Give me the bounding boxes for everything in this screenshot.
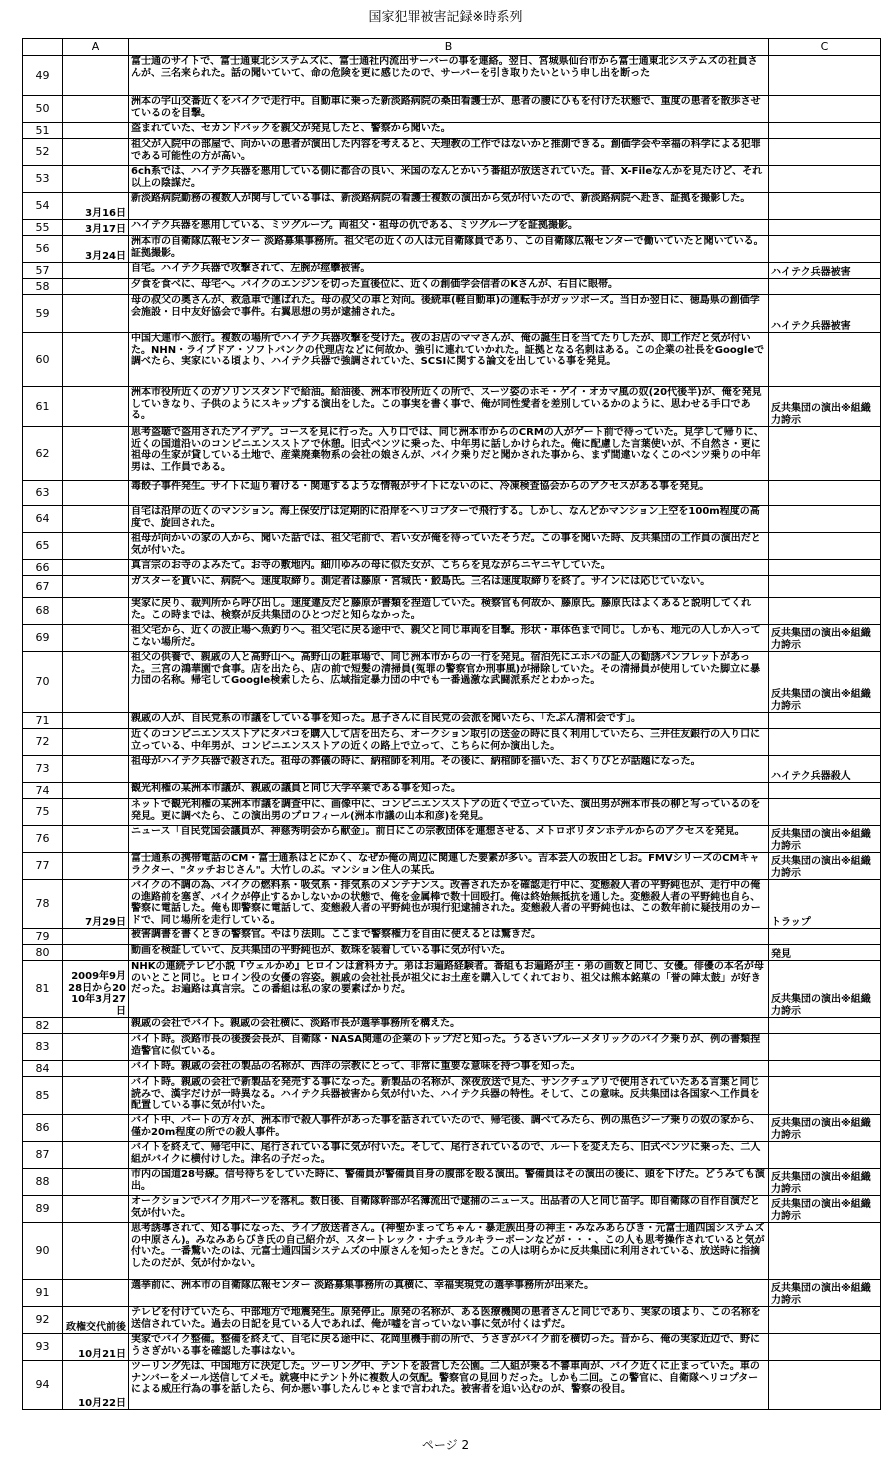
row-description: バイトを終えて、帰宅中に、尾行されている事に気が付いた。そして、尾行されているので、ルートを変えたら、旧式ベンツに乗った、二人組がバイクに横付けした。津名の子だった。 [129,1142,769,1169]
table-row [23,880,881,929]
row-number: 71 [23,713,63,729]
row-description: 富士通系の携帯電話のCM・富士通系はとにかく、なぜか俺の周辺に関連した要素が多い。吉本芸人の坂田としお。FMVシリーズのCMキャラクター、"タッチおじさん"。大竹しのぶ。マンション住人の某氏。 [129,853,769,880]
row-category [769,193,881,220]
table-row [23,166,881,193]
row-category: 反共集団の演出※組織力誇示 [769,853,881,880]
row-category [769,481,881,506]
row-category [769,333,881,387]
row-description: 被害調書を書くときの警察官。やはり法則。ここまで警察権力を自由に使えるとは驚きだ。 [129,929,769,945]
table-row [23,193,881,220]
row-date [63,279,129,295]
row-category: 反共集団の演出※組織力誇示 [769,1115,881,1142]
table-row [23,139,881,166]
row-description: バイト時。淡路市長の後援会長が、自衛隊・NASA関連の企業のトップだと知った。うるさいブルーメタリックのバイク乗りが、例の書類捏造警官に似ている。 [129,1034,769,1061]
row-description: 思考盗聴で盗用されたアイデア。コースを見に行った。入り口では、同じ洲本市からのCRMの人がゲート前で待っていた。見学して帰りに、近くの国道沿いのコンビニエンスストアで休憩。旧式ベンツに乗った、中年男に話しかけられた。俺に配慮した言葉使いが、不自然さ・更に祖母の生家が貸している土地で、産業廃棄物系の会社の娘さんが、バイク乗りだと聞かされた事から、まず間違いなくこのベンツ乗りの中年男は、工作員である。 [129,427,769,481]
table-row [23,729,881,756]
row-number: 82 [23,1018,63,1034]
table-row [23,1169,881,1196]
row-description: 洲本の宇山交番近くをバイクで走行中。自動車に乗った新淡路病院の桑田看護士が、患者の腰にひもを付けた状態で、重度の患者を散歩させているのを目撃。 [129,96,769,123]
row-description: テレビを付けていたら、中部地方で地震発生。原発停止。原発の名称が、ある医療機関の患者さんと同じであり、実家の頃より、この名称を送信されていた。過去の日記を見ている人であれば、俺が嘘を言っていない事に気が付くはずだ。 [129,1307,769,1334]
table-row [23,481,881,506]
row-description: 真言宗のお寺のよみたて。お寺の敷地内。細川ゆみの母に似た女が、こちらを見ながらニヤニヤしていた。 [129,560,769,576]
table-row [23,1196,881,1223]
row-number: 59 [23,295,63,333]
row-category [769,1307,881,1334]
row-number: 85 [23,1077,63,1115]
row-category [769,713,881,729]
table-row [23,1142,881,1169]
row-date [63,1115,129,1142]
table-row [23,56,881,96]
row-number: 87 [23,1142,63,1169]
row-number: 70 [23,652,63,713]
row-number: 60 [23,333,63,387]
row-number: 90 [23,1223,63,1280]
row-number: 66 [23,560,63,576]
row-date [63,783,129,799]
row-category [769,1077,881,1115]
row-category: 反共集団の演出※組織力誇示 [769,625,881,652]
row-number: 63 [23,481,63,506]
row-date: 3月17日 [63,220,129,236]
row-description: バイト時。親戚の会社の製品の名称が、西洋の宗教にとって、非常に重要な意味を持つ事を知った。 [129,1061,769,1077]
row-number: 83 [23,1034,63,1061]
row-number: 84 [23,1061,63,1077]
row-date [63,56,129,96]
row-category [769,799,881,826]
row-number: 55 [23,220,63,236]
row-date [63,929,129,945]
table-row [23,652,881,713]
row-number: 76 [23,826,63,853]
row-description: 祖父の供養で、親戚の人と高野山へ。高野山の駐車場で、同じ洲本市からの一行を発見。宿泊先にエホバの証人の勧誘パンフレットがあった。三宮の鴻華園で食事。店を出たら、店の前で短髪の清掃員(冤罪の警察官か刑事風)が掃除していた。その清掃員が使用していた脚立に暴力団の名称。帰宅してGoogle検索したら、広域指定暴力団の中でも一番過激な武闘派系だとわかった。 [129,652,769,713]
row-date: 3月16日 [63,193,129,220]
row-category [769,1142,881,1169]
row-description: 動画を検証していて、反共集団の平野純也が、数珠を装着している事に気が付いた。 [129,945,769,961]
row-category [769,96,881,123]
row-date [63,756,129,783]
row-date [63,1142,129,1169]
table-row [23,506,881,533]
row-date [63,560,129,576]
row-description: 実家に戻り、裁判所から呼び出し。速度違反だと藤原が書類を捏造していた。検察官も何故か、藤原氏。藤原氏はよくあると説明してくれた。この時までは、検察が反共集団のひとつだと知らなかった。 [129,598,769,625]
table-row [23,1307,881,1334]
row-date: 10月21日 [63,1334,129,1361]
row-category [769,929,881,945]
table-row [23,945,881,961]
row-number: 51 [23,123,63,139]
row-number: 79 [23,929,63,945]
table-row [23,799,881,826]
row-description: 盗まれていた、セカンドバックを親父が発見したと、警察から聞いた。 [129,123,769,139]
row-date [63,481,129,506]
row-category: 反共集団の演出※組織力誇示 [769,1169,881,1196]
table-row [23,713,881,729]
row-category: 発見 [769,945,881,961]
row-category: トラップ [769,880,881,929]
page-footer: ページ 2 [421,1438,470,1452]
row-description: 洲本市役所近くのガソリンスタンドで給油。給油後、洲本市役所近くの所で、スーツ姿のホモ・ゲイ・オカマ風の奴(20代後半)が、俺を発見していきなり、子供のようにスキップする演出をした。この事実を書く事で、俺が同性愛者を差別しているかのように、思わせる手口である。 [129,387,769,427]
row-date [63,1169,129,1196]
row-number: 67 [23,576,63,598]
row-category: ハイテク兵器殺人 [769,756,881,783]
table-row [23,333,881,387]
row-date [63,506,129,533]
row-date [63,427,129,481]
row-description: ニュース「自民党国会議員が、神慈秀明会から献金」。前日にこの宗教団体を連想させる、メトロポリタンホテルからのアクセスを発見。 [129,826,769,853]
table-row [23,625,881,652]
records-table [22,38,881,1410]
row-number: 94 [23,1361,63,1410]
row-date [63,1223,129,1280]
row-description: 母の叔父の奥さんが、救急車で運ばれた。母の叔父の車と対向。後続車(軽自動車)の運転手がガッツポーズ。当日か翌日に、徳島県の創価学会施設・日中友好協会で事件。右翼思想の男が逮捕された。 [129,295,769,333]
row-description: 親戚の会社でバイト。親戚の会社横に、淡路市長が選挙事務所を構えた。 [129,1018,769,1034]
row-category [769,1034,881,1061]
table-row [23,560,881,576]
row-category [769,729,881,756]
document-title: 国家犯罪被害記録※時系列 [368,10,523,25]
row-date [63,295,129,333]
row-date [63,652,129,713]
row-number: 73 [23,756,63,783]
row-description: 6ch系では、ハイテク兵器を悪用している側に都合の良い、米国のなんとかいう番組が放送されていた。昔、X-Fileなんかを見たけど、それ以上の陰謀だ。 [129,166,769,193]
row-number: 50 [23,96,63,123]
row-description: 夕食を食べに、母宅へ。バイクのエンジンを切った直後位に、近くの創価学会信者のKさんが、右目に眼帯。 [129,279,769,295]
row-description: 祖父が入院中の部屋で、向かいの患者が演出した内容を考えると、天理教の工作ではないかと推測できる。創価学会や幸福の科学による犯罪である可能性の方が高い。 [129,139,769,166]
row-category [769,123,881,139]
row-description: 洲本市の自衛隊広報センター 淡路募集事務所。祖父宅の近くの人は元自衛隊員であり、この自衛隊広報センターで働いていたと聞いている。証拠撮影。 [129,236,769,263]
row-category: ハイテク兵器被害 [769,295,881,333]
table-row [23,1077,881,1115]
row-category [769,560,881,576]
table-row [23,1018,881,1034]
row-description: 中国大連市へ旅行。複数の場所でハイテク兵器攻撃を受けた。夜のお店のママさんが、俺の誕生日を当てたりしたが、即工作だと気が付いた。NHN・ライブドア・ソフトバンクの代理店などに何故か、強引に連れていかれた。証拠となる名刺はある。この企業の社長をGoogleで調べたら、実家にいる頃より、ハイテク兵器で強調されていた、SCSIに関する論文を出している事を発見。 [129,333,769,387]
row-date [63,826,129,853]
table-row [23,929,881,945]
row-date [63,1196,129,1223]
row-category [769,1361,881,1410]
row-category [769,576,881,598]
row-number: 61 [23,387,63,427]
table-row [23,263,881,279]
row-date: 2009年9月28日から2010年3月27日 [63,961,129,1018]
row-number: 92 [23,1307,63,1334]
row-date [63,799,129,826]
row-category [769,139,881,166]
row-date [63,533,129,560]
row-date [63,945,129,961]
row-category [769,598,881,625]
row-date: 7月29日 [63,880,129,929]
row-description: 思考誘導されて、知る事になった、ライブ放送者さん。(神聖かまってちゃん・暴走族出身の神主・みなみあらびき・元富士通四国システムズの中原さん)。みなみあらびき氏の自己紹介が、スタートレック・ナチュラルキラーボーンなどが・・・、この人も思考操作されていると気が付いた。一番驚いたのは、元富士通四国システムズの中原さんを知ったときだ。この人は明らかに反共集団に利用されている、放送時に指摘したのだが、気が付かない。 [129,1223,769,1280]
row-description: 富士通のサイトで、富士通東北システムズに、富士通社内流出サーバーの事を連絡。翌日、宮城県仙台市から富士通東北システムズの社員さんが、三名来られた。話の聞いていて、命の危険を更に感じたので、サーバーを引き取りたいという申し出を断った [129,56,769,96]
row-date [63,853,129,880]
row-category: 反共集団の演出※組織力誇示 [769,387,881,427]
row-description: 新淡路病院勤務の複数人が関与している事は、新淡路病院の看護士複数の演出から気が付いたので、新淡路病院へ赴き、証拠を撮影した。 [129,193,769,220]
row-date: 政権交代前後 [63,1307,129,1334]
row-description: 祖母が向かいの家の人から、聞いた話では、祖父宅前で、若い女が俺を待っていたそうだ。この事を聞いた時、反共集団の工作員の演出だと気が付いた。 [129,533,769,560]
table-row [23,1361,881,1410]
row-category [769,506,881,533]
row-date [63,1018,129,1034]
row-date [63,1061,129,1077]
row-category [769,279,881,295]
row-description: バイト時。親戚の会社で新製品を発売する事になった。新製品の名称が、深夜放送で見た、サンクチュアリで使用されていたある言葉と同じ読みで、漢字だけが一時異なる。ハイテク兵器被害から気が付いた、ハイテク兵器の特性。そして、この意味。反共集団は各国家へ工作員を配置している事に気が付いた。 [129,1077,769,1115]
row-category: 反共集団の演出※組織力誇示 [769,961,881,1018]
row-number: 91 [23,1280,63,1307]
row-description: 自宅は沿岸の近くのマンション。海上保安庁は定期的に沿岸をヘリコプターで飛行する。しかし、なんどかマンション上空を100m程度の高度で、旋回された。 [129,506,769,533]
row-date [63,166,129,193]
row-number: 54 [23,193,63,220]
row-category [769,533,881,560]
row-date: 10月22日 [63,1361,129,1410]
row-number: 53 [23,166,63,193]
row-category: ハイテク兵器被害 [769,263,881,279]
row-description: ガスターを貰いに、病院へ。速度取締り。測定者は藤原・宮城氏・鮫島氏。三名は速度取締りを終了。サインには応じていない。 [129,576,769,598]
header-cell-num [23,39,63,56]
row-number: 86 [23,1115,63,1142]
row-description: 毒餃子事件発生。サイトに辿り着ける・関連するような情報がサイトにないのに、冷凍検査協会からのアクセスがある事を発見。 [129,481,769,506]
table-row [23,1034,881,1061]
table-row [23,1223,881,1280]
row-number: 58 [23,279,63,295]
row-number: 80 [23,945,63,961]
row-number: 52 [23,139,63,166]
row-date [63,1034,129,1061]
table-row [23,96,881,123]
table-row [23,853,881,880]
row-number: 64 [23,506,63,533]
table-row [23,220,881,236]
row-number: 89 [23,1196,63,1223]
row-category [769,783,881,799]
row-description: 市内の国道28号線。信号待ちをしていた時に、警備員が警備員自身の腹部を殴る演出。警備員はその演出の後に、頭を下げた。どうみても演出。 [129,1169,769,1196]
row-date [63,729,129,756]
row-number: 69 [23,625,63,652]
table-row [23,598,881,625]
row-category: 反共集団の演出※組織力誇示 [769,1196,881,1223]
row-description: バイクの不調の為、バイクの燃料系・吸気系・排気系のメンテナンス。改善されたかを確認走行中に、変態殺人者の平野純也が、走行中の俺の進路前を塞ぎ、バイクが停止するかしないかの状態で、俺を金属棒で数十回殴打。俺は終始無抵抗を通した。変態殺人者の平野純也自ら、警察に電話した。俺も即警察に電話して、変態殺人者の平野純也が現行犯逮捕された。変態殺人者の平野純也は、この数年前に疑技用のカードで、同じ場所を走行している。 [129,880,769,929]
row-category [769,1061,881,1077]
row-description: 祖母がハイテク兵器で殺された。祖母の葬儀の時に、納棺師を利用。その後に、納棺師を描いた、おくりびとが話題になった。 [129,756,769,783]
row-description: 観光利権の某洲本市議が、親戚の議員と同じ大学卒業である事を知った。 [129,783,769,799]
row-date [63,598,129,625]
table-row [23,427,881,481]
row-description: 親戚の人が、自民党系の市議をしている事を知った。息子さんに自民党の会派を聞いたら、「たぶん清和会です」。 [129,713,769,729]
row-number: 75 [23,799,63,826]
table-row [23,783,881,799]
header-row [23,39,881,56]
row-category: 反共集団の演出※組織力誇示 [769,652,881,713]
row-description: 近くのコンビニエンスストアにタバコを購入して店を出たら、オークション取引の送金の時に良く利用していたら、三井住友銀行の入り口に立っている、中年男が、コンビニエンスストアの近くの路上で立って、こちらに何か演出した。 [129,729,769,756]
row-description: 選挙前に、洲本市の自衛隊広報センター 淡路募集事務所の真横に、幸福実現党の選挙事務所が出来た。 [129,1280,769,1307]
row-number: 74 [23,783,63,799]
row-description: ネットで観光利権の某洲本市議を調査中に、画像中に、コンビニエンスストアの近くで立っていた、演出男が洲本市長の柳と写っているのを発見。更に調べたら、この演出男のプロフィール(洲本市議の山本和彦)を発見。 [129,799,769,826]
row-date [63,576,129,598]
row-category [769,220,881,236]
row-number: 78 [23,880,63,929]
row-date [63,713,129,729]
header-cell-a: A [63,39,129,56]
row-description: ツーリング先は、中国地方に決定した。ツーリング中、テントを設営した公園。二人組が乗る不審車両が、バイク近くに止まっていた。車のナンバーをメール送信してメモ。就寝中にテント外に複数人の気配。警察官の見回りだった。しかも二回。この警官に、自衛隊ヘリコプターによる威圧行為の事を話したら、何か悪い事したんじゃとまで言われた。被害者を追い込むのが、警察の役目。 [129,1361,769,1410]
row-description: 実家でバイク整備。整備を終えて、自宅に戻る途中に、花岡里機手前の所で、うさぎがバイク前を横切った。昔から、俺の実家近辺で、野にうさぎがいる事を確認した事はない。 [129,1334,769,1361]
row-number: 72 [23,729,63,756]
row-category: 反共集団の演出※組織力誇示 [769,1280,881,1307]
table-row [23,756,881,783]
table-row [23,279,881,295]
row-number: 56 [23,236,63,263]
row-description: 祖父宅から、近くの波止場へ魚釣りへ。祖父宅に戻る途中で、親父と同じ車両を目撃。形状・車体色まで同じ。しかも、地元の人しか入ってこない場所だ。 [129,625,769,652]
table-row [23,1115,881,1142]
table-row [23,576,881,598]
table-row [23,123,881,139]
header-cell-c: C [769,39,881,56]
row-date [63,1077,129,1115]
row-date: 3月24日 [63,236,129,263]
row-date [63,1280,129,1307]
row-date [63,123,129,139]
row-number: 93 [23,1334,63,1361]
row-category [769,56,881,96]
row-description: オークションでバイク用パーツを落札。数日後、自衛隊幹部が名簿流出で逮捕のニュース。出品者の人と同じ苗字。即自衛隊の自作自演だと気が付いた。 [129,1196,769,1223]
table-row [23,387,881,427]
row-category [769,427,881,481]
row-number: 88 [23,1169,63,1196]
row-number: 77 [23,853,63,880]
row-number: 57 [23,263,63,279]
table-row [23,533,881,560]
row-number: 62 [23,427,63,481]
row-number: 81 [23,961,63,1018]
row-category [769,1018,881,1034]
row-description: NHKの連続テレビ小説『ウェルかめ』ヒロインは倉科カナ。弟はお遍路経験者。番組もお遍路が主・弟の画数と同じ、女優。俳優の本名が母のいとこと同じ。ヒロイン役の女優の容姿。親戚の会社社長が祖父にお土産を購入してくれており、祖父は熊本銘菓の「誉の陣太鼓」が好きだった。お遍路は真言宗。この番組は私の家の要素ばかりだ。 [129,961,769,1018]
row-date [63,333,129,387]
row-category [769,166,881,193]
row-number: 68 [23,598,63,625]
row-date [63,625,129,652]
table-row [23,295,881,333]
table-row [23,1280,881,1307]
row-category [769,1334,881,1361]
row-date [63,263,129,279]
row-description: バイト中、パートの方々が、洲本市で殺人事件があった事を話されていたので、帰宅後、調べてみたら、例の黒色ジープ乗りの奴の家から、僅か20m程度の所での殺人事件。 [129,1115,769,1142]
row-description: 自宅。ハイテク兵器で攻撃されて、左腕が痙攣被害。 [129,263,769,279]
row-description: ハイテク兵器を悪用している、ミツグループ。両祖父・祖母の仇である、ミツグループを証拠撮影。 [129,220,769,236]
table-row [23,961,881,1018]
table-row [23,1334,881,1361]
table-row [23,236,881,263]
table-row [23,1061,881,1077]
row-date [63,139,129,166]
row-date [63,387,129,427]
row-number: 65 [23,533,63,560]
row-category: 反共集団の演出※組織力誇示 [769,826,881,853]
row-number: 49 [23,56,63,96]
row-category [769,236,881,263]
row-date [63,96,129,123]
row-category [769,1223,881,1280]
header-cell-b: B [129,39,769,56]
table-row [23,826,881,853]
